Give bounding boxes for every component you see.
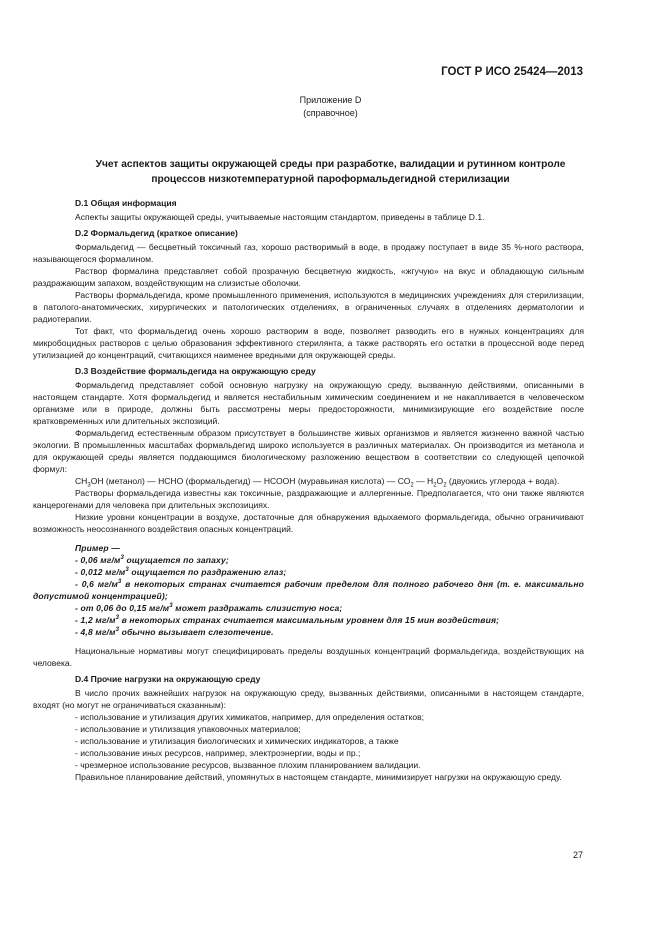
section-heading: D.4 Прочие нагрузки на окружающую среду — [75, 674, 261, 684]
paragraph: Растворы формальдегида известны как токсичные, раздражающие и аллергенные. Предполагается, что они также являются канцерогенами для человека при длительных экспозициях. — [33, 488, 584, 510]
example-item: - 4,8 $мг/м^3$ обычно вызывает слезотечение. — [75, 627, 274, 637]
standard-number: ГОСТ Р ИСО 25424—2013 — [441, 66, 583, 78]
page-number: 27 — [572, 850, 583, 860]
section-heading: D.3 Воздействие формальдегида на окружающую среду — [75, 366, 316, 376]
formula-part: CH — [75, 476, 88, 486]
paragraph: Формальдегид — бесцветный токсичный газ, хорошо растворимый в воде, в продажу поступает в виде 35 %-ного раствора, называющегося формалином. — [33, 242, 584, 264]
formula-part: О — [436, 476, 444, 486]
appendix-type: (справочное) — [303, 108, 358, 118]
list-item: - чрезмерное использование ресурсов, вызванное плохим планированием валидации. — [75, 760, 421, 770]
example-item: - от 0,06 до 0,15 $мг/м^3$ может раздражать слизистую носа; — [75, 603, 343, 613]
formula-subscript: 2 — [433, 482, 437, 489]
paragraph: Правильное планирование действий, упомянутых в настоящем стандарте, минимизирует нагрузки на окружающую среду. — [75, 772, 562, 782]
example-label: Пример — — [75, 543, 121, 553]
formula-part: (двуокись углерода + вода). — [448, 476, 560, 486]
title-line-2: процессов низкотемпературной пароформальдегидной стерилизации — [151, 174, 510, 185]
list-item: - использование иных ресурсов, например, электроэнергии, воды и пр.; — [75, 748, 361, 758]
example-item: - 0,06 $мг/м^3$ ощущается по запаху; — [75, 555, 229, 565]
list-item: - использование и утилизация других химикатов, например, для определения остатков; — [75, 712, 424, 722]
title-line-1: Учет аспектов защиты окружающей среды при разработке, валидации и рутинном контроле — [95, 159, 566, 170]
document-body — [33, 197, 584, 783]
paragraph: Формальдегид представляет собой основную нагрузку на окружающую среду, вызванную действиями, описанными в настоящем стандарте. Хотя формальдегид и является нестабильным химическим соединением и не накапливается в человеческом организме или в природе, должны быть рассмотрены меры предосторожности, минимизирующие его воздействие после кратковременных или длительных экспозиций. — [33, 380, 584, 426]
paragraph: Аспекты защиты окружающей среды, учитываемые настоящим стандартом, приведены в таблице D.1. — [75, 212, 485, 222]
example-item: - 0,6 $мг/м^3$ в некоторых странах считается рабочим пределом для полного рабочего дня (т. е. максимально допустимой концентрацией); — [33, 579, 584, 601]
list-item: - использование и утилизация упаковочных материалов; — [75, 724, 301, 734]
section-heading: D.1 Общая информация — [75, 198, 177, 208]
formula-part: (метанол) — НСНО (формальдегид) — НСООН (муравьиная кислота) — СО — [105, 476, 411, 486]
list-item: - использование и утилизация биологических и химических индикаторов, а также — [75, 736, 399, 746]
formula-subscript: 2 — [443, 482, 447, 489]
example-item: - 1,2 $мг/м^3$ в некоторых странах считается максимальным уровнем для 15 мин воздействия; — [75, 615, 500, 625]
formula-subscript: 2 — [410, 482, 414, 489]
paragraph: Раствор формалина представляет собой прозрачную бесцветную жидкость, «жгучую» на вкус и обладающую сильным раздражающим запахом, воздействующим на слизистые оболочки. — [33, 266, 584, 288]
paragraph: В число прочих важнейших нагрузок на окружающую среду, вызванных действиями, описанными в настоящем стандарте, входят (но могут не ограничиваться сказанным): — [33, 688, 584, 710]
paragraph: Тот факт, что формальдегид очень хорошо растворим в воде, позволяет разводить его в нужных концентрациях для микробоцидных растворов с целью образования эффективного стерилянта, а также растворять его остатки в процессной воде перед утилизацией до концентраций, считающихся наименее вредными для окружающей среды. — [33, 326, 584, 360]
appendix-title — [40, 157, 621, 187]
formula-subscript: 3 — [87, 482, 91, 489]
formula-part: OH — [90, 476, 104, 486]
section-heading: D.2 Формальдегид (краткое описание) — [75, 228, 238, 238]
formula-chain — [33, 475, 584, 487]
paragraph: Низкие уровни концентрации в воздухе, достаточные для обнаружения вдыхаемого формальдегида, обычно ограничивают возможность неосознанного воздействия опасных концентраций. — [33, 512, 584, 534]
example-item: - 0,012 $мг/м^3$ ощущается по раздражению глаз; — [75, 567, 287, 577]
paragraph: Растворы формальдегида, кроме промышленного применения, используются в медицинских учреждениях для стерилизации, в патолого-анатомических, хирургических и патологических отделениях, в ограниченных случаях в отделениях дерматологии и радиотерапии. — [33, 290, 584, 324]
formula-part: — Н — [413, 476, 434, 486]
paragraph: Национальные нормативы могут специфицировать пределы воздушных концентраций формальдегида, воздействующих на человека. — [33, 646, 584, 668]
appendix-label: Приложение D — [299, 95, 362, 105]
paragraph: Формальдегид естественным образом присутствует в большинстве живых организмов и является жизненно важной частью экологии. В промышленных масштабах формальдегид широко используется в различных материалах. Он производится из метанола и для окружающей среды является поддающимся биологическому разложению веществом в соответствии со следующей цепочкой формул: — [33, 428, 584, 474]
